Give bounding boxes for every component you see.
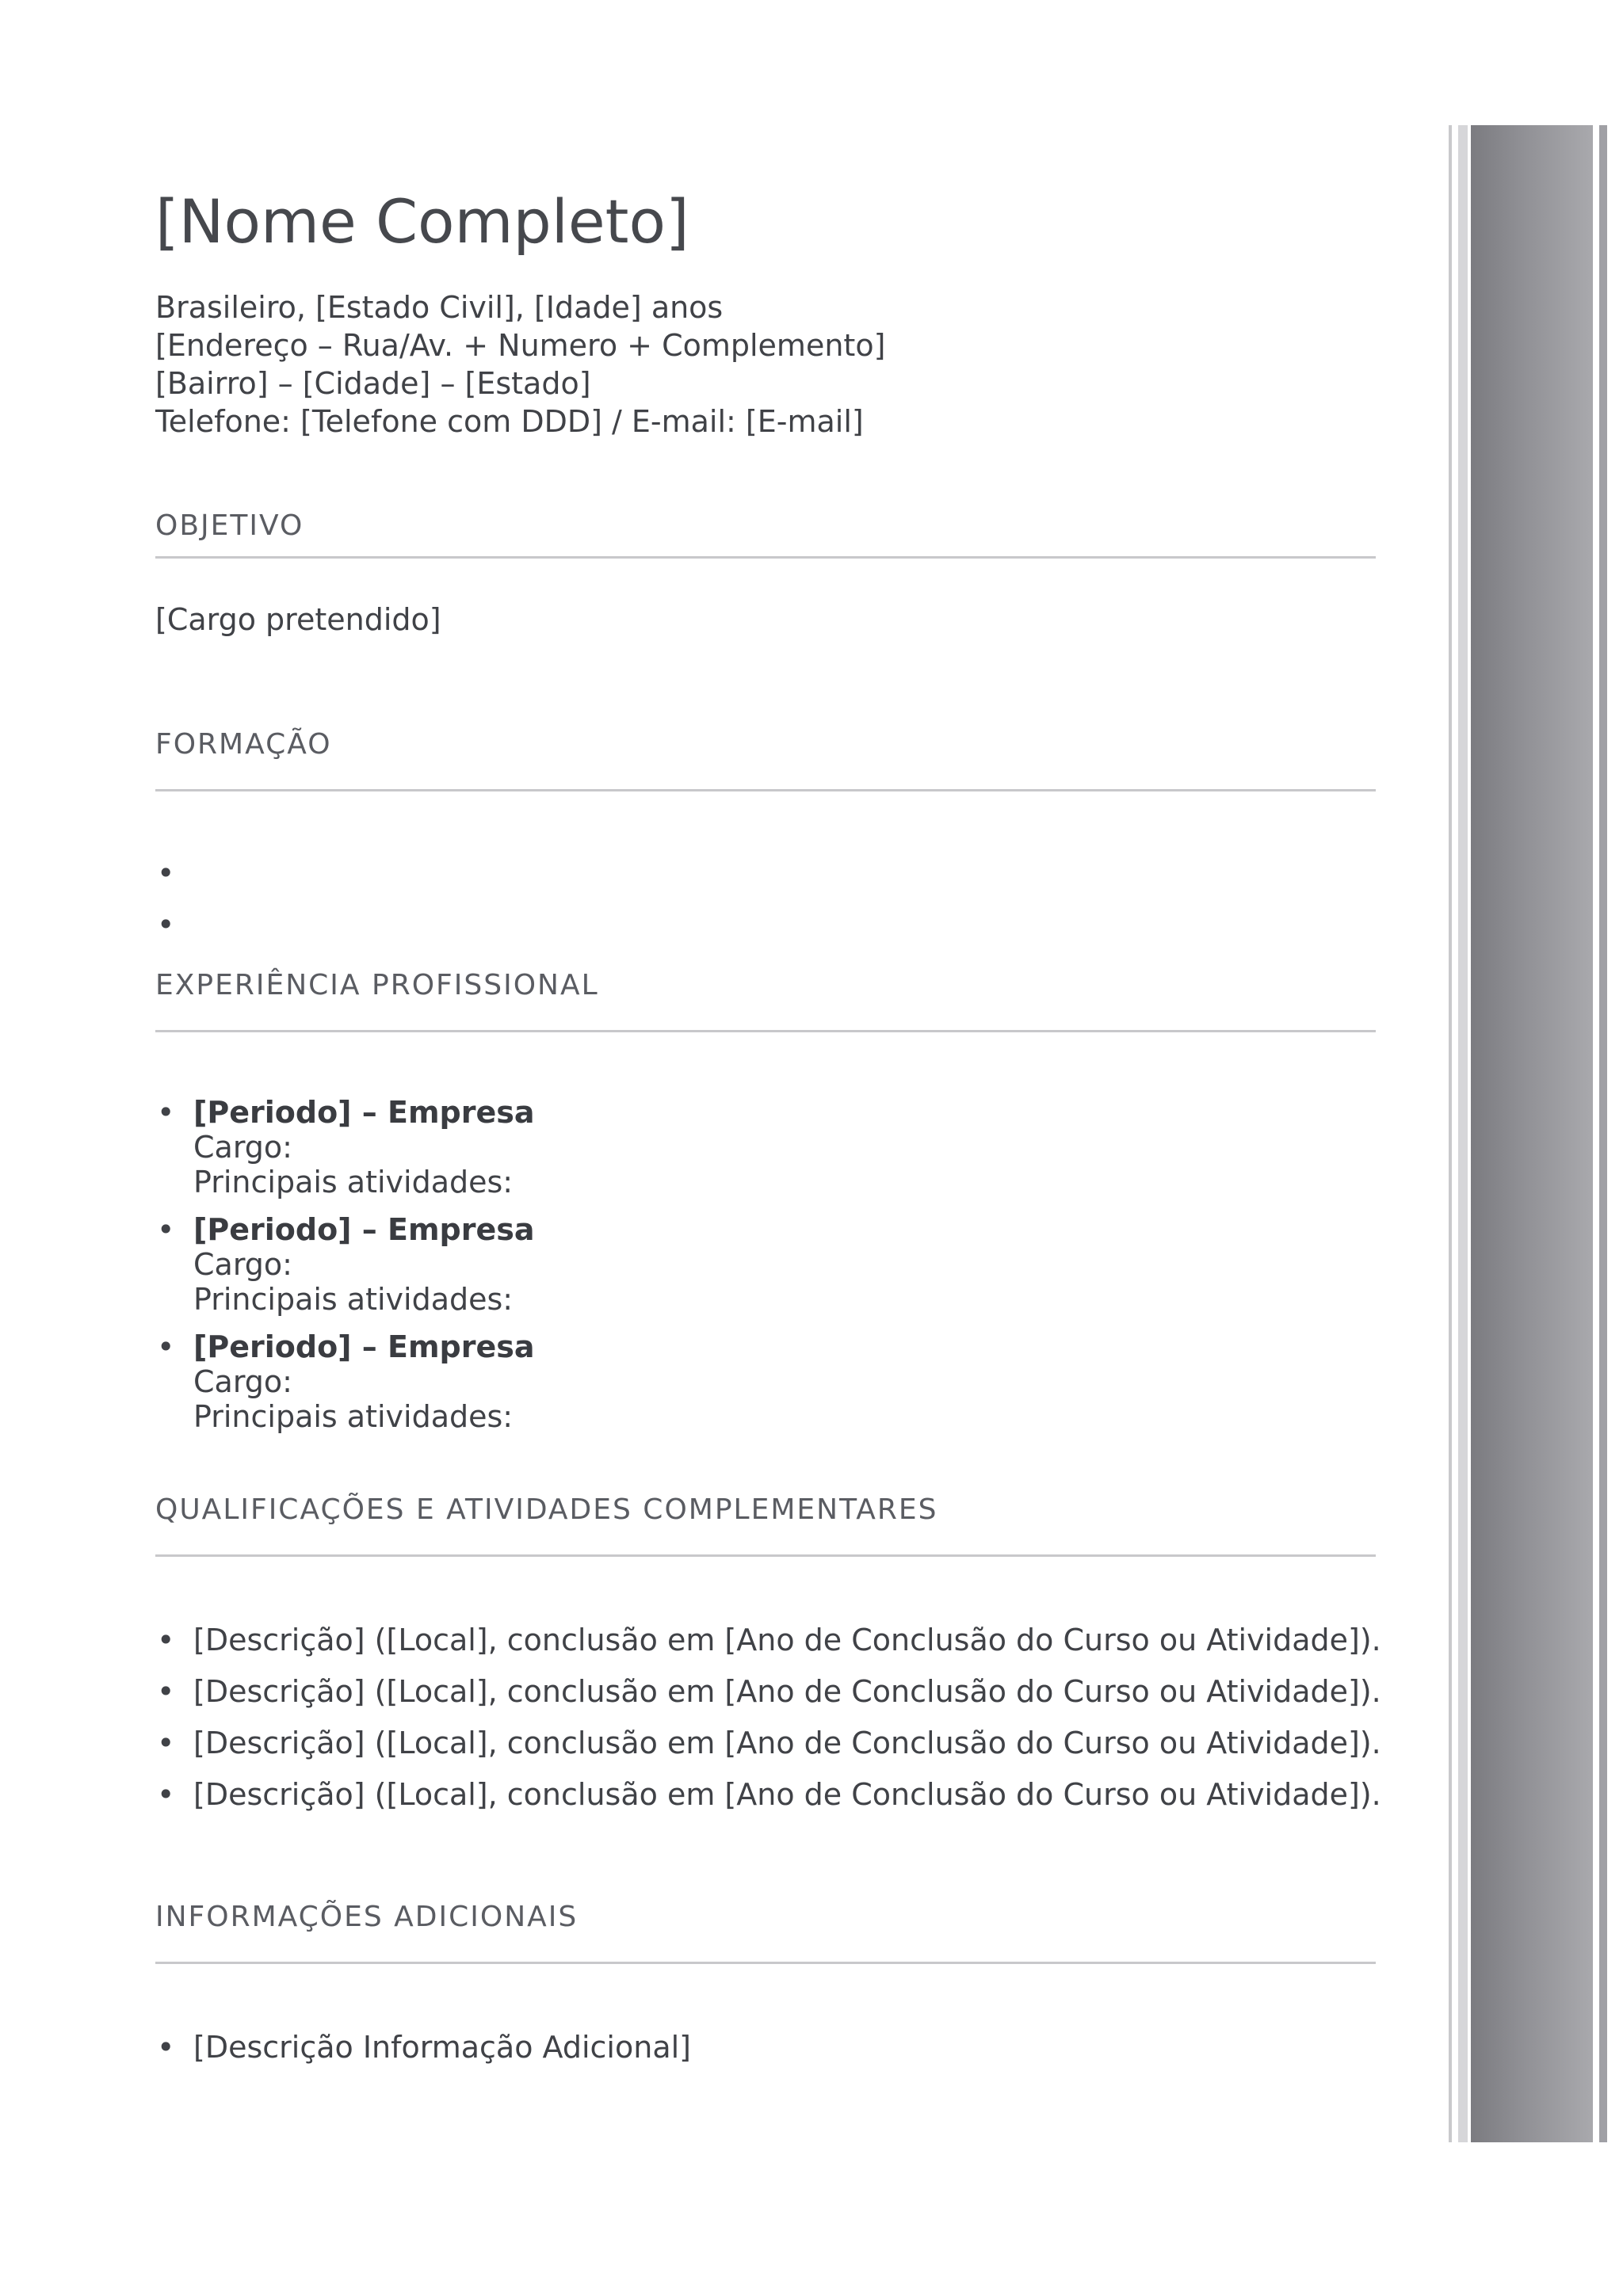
job-period-company: [Periodo] – Empresa [193,1329,535,1364]
qualification-text: [Descrição] ([Local], conclusão em [Ano de Conclusão do Curso ou Atividade]). [193,1674,1381,1709]
section-title-additional: INFORMAÇÕES ADICIONAIS [155,1901,579,1933]
additional-info-text: [Descrição Informação Adicional] [193,2030,691,2065]
job-activities: Principais atividades: [193,1165,514,1199]
bullet-icon: • [157,1623,175,1657]
section-divider [155,1554,1376,1557]
section-divider [155,789,1376,791]
job-role: Cargo: [193,1247,292,1282]
contact-line-address: [Endereço – Rua/Av. + Numero + Complemento] [155,328,886,363]
section-title-experience: EXPERIÊNCIA PROFISSIONAL [155,969,599,1001]
list-item [155,2030,691,2065]
list-item [155,1329,535,1434]
contact-info [155,288,885,441]
experience-list [155,1095,535,1434]
bullet-icon: • [157,1095,175,1130]
job-period-company: [Periodo] – Empresa [193,1095,535,1130]
bullet-icon: • [157,1674,175,1709]
section-title-qualifications: QUALIFICAÇÕES E ATIVIDADES COMPLEMENTARES [155,1493,938,1526]
job-activities: Principais atividades: [193,1282,514,1317]
list-item [155,907,193,959]
list-item [155,1674,1381,1726]
bullet-icon: • [157,1329,175,1364]
contact-line-phone-email: Telefone: [Telefone com DDD] / E-mail: [E-mail] [155,404,864,439]
bullet-icon: • [157,907,175,942]
section-divider [155,556,1376,559]
side-decoration-line [1458,125,1468,2142]
list-item [155,1212,535,1317]
section-title-objective: OBJETIVO [155,509,304,542]
contact-line-city: [Bairro] – [Cidade] – [Estado] [155,366,591,401]
job-period-company: [Periodo] – Empresa [193,1212,535,1247]
list-item [155,1623,1381,1674]
bullet-icon: • [157,2030,175,2065]
side-decoration-line [1599,125,1607,2142]
qualifications-list [155,1623,1381,1829]
job-activities: Principais atividades: [193,1399,514,1434]
education-list [155,856,193,959]
section-divider [155,1962,1376,1964]
bullet-icon: • [157,1777,175,1812]
additional-info-list [155,2030,691,2065]
side-decoration-line [1449,125,1452,2142]
job-role: Cargo: [193,1130,292,1165]
contact-line-personal: Brasileiro, [Estado Civil], [Idade] anos [155,290,724,325]
qualification-text: [Descrição] ([Local], conclusão em [Ano de Conclusão do Curso ou Atividade]). [193,1777,1381,1812]
bullet-icon: • [157,1212,175,1247]
bullet-icon: • [157,1726,175,1760]
qualification-text: [Descrição] ([Local], conclusão em [Ano de Conclusão do Curso ou Atividade]). [193,1623,1381,1657]
job-role: Cargo: [193,1364,292,1399]
section-divider [155,1030,1376,1032]
list-item [155,1777,1381,1829]
objective-text: [Cargo pretendido] [155,602,441,637]
bullet-icon: • [157,856,175,891]
list-item [155,856,193,907]
full-name: [Nome Completo] [155,186,689,257]
side-decoration-bar [1471,125,1593,2142]
section-title-education: FORMAÇÃO [155,728,332,761]
qualification-text: [Descrição] ([Local], conclusão em [Ano de Conclusão do Curso ou Atividade]). [193,1726,1381,1760]
list-item [155,1095,535,1199]
list-item [155,1726,1381,1777]
